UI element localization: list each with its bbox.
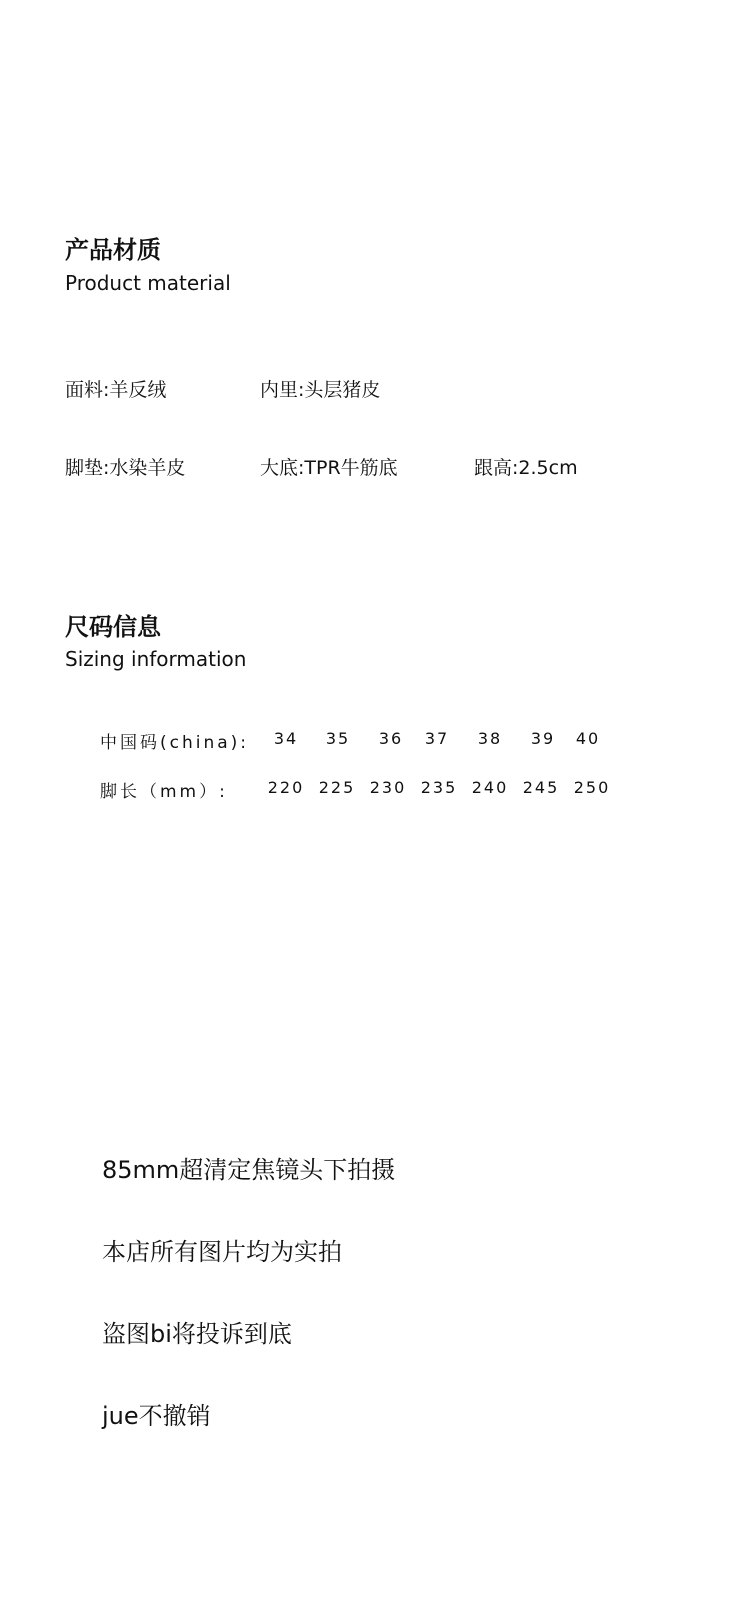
- size-cell: 245: [522, 778, 560, 797]
- size-cell: 250: [573, 778, 611, 797]
- size-cell: 225: [318, 778, 356, 797]
- size-cell: 40: [575, 729, 601, 748]
- size-cell: 235: [420, 778, 458, 797]
- spec-lining: 内里:头层猪皮: [260, 379, 381, 401]
- size-cell: 35: [325, 729, 351, 748]
- size-cell: 36: [378, 729, 404, 748]
- sizing-title-en: Sizing information: [65, 647, 247, 671]
- notice-line: 本店所有图片均为实拍: [102, 1238, 342, 1266]
- size-cell: 240: [471, 778, 509, 797]
- size-row-label-foot-length: 脚长（mm）:: [100, 782, 228, 802]
- spec-insole: 脚垫:水染羊皮: [65, 457, 186, 479]
- spec-outsole: 大底:TPR牛筋底: [260, 457, 398, 479]
- size-cell: 34: [273, 729, 299, 748]
- size-row-label-china: 中国码(china):: [100, 733, 250, 753]
- size-cell: 220: [267, 778, 305, 797]
- spec-fabric: 面料:羊反绒: [65, 379, 167, 401]
- spec-heel-height: 跟高:2.5cm: [474, 457, 578, 479]
- size-cell: 37: [424, 729, 450, 748]
- size-cell: 38: [477, 729, 503, 748]
- notice-line: 85mm超清定焦镜头下拍摄: [102, 1156, 396, 1184]
- notice-line: jue不撤销: [102, 1402, 211, 1430]
- material-title-en: Product material: [65, 271, 231, 295]
- size-cell: 230: [369, 778, 407, 797]
- material-title-cn: 产品材质: [65, 236, 161, 264]
- notice-line: 盗图bi将投诉到底: [102, 1320, 292, 1348]
- size-cell: 39: [530, 729, 556, 748]
- sizing-title-cn: 尺码信息: [65, 613, 161, 641]
